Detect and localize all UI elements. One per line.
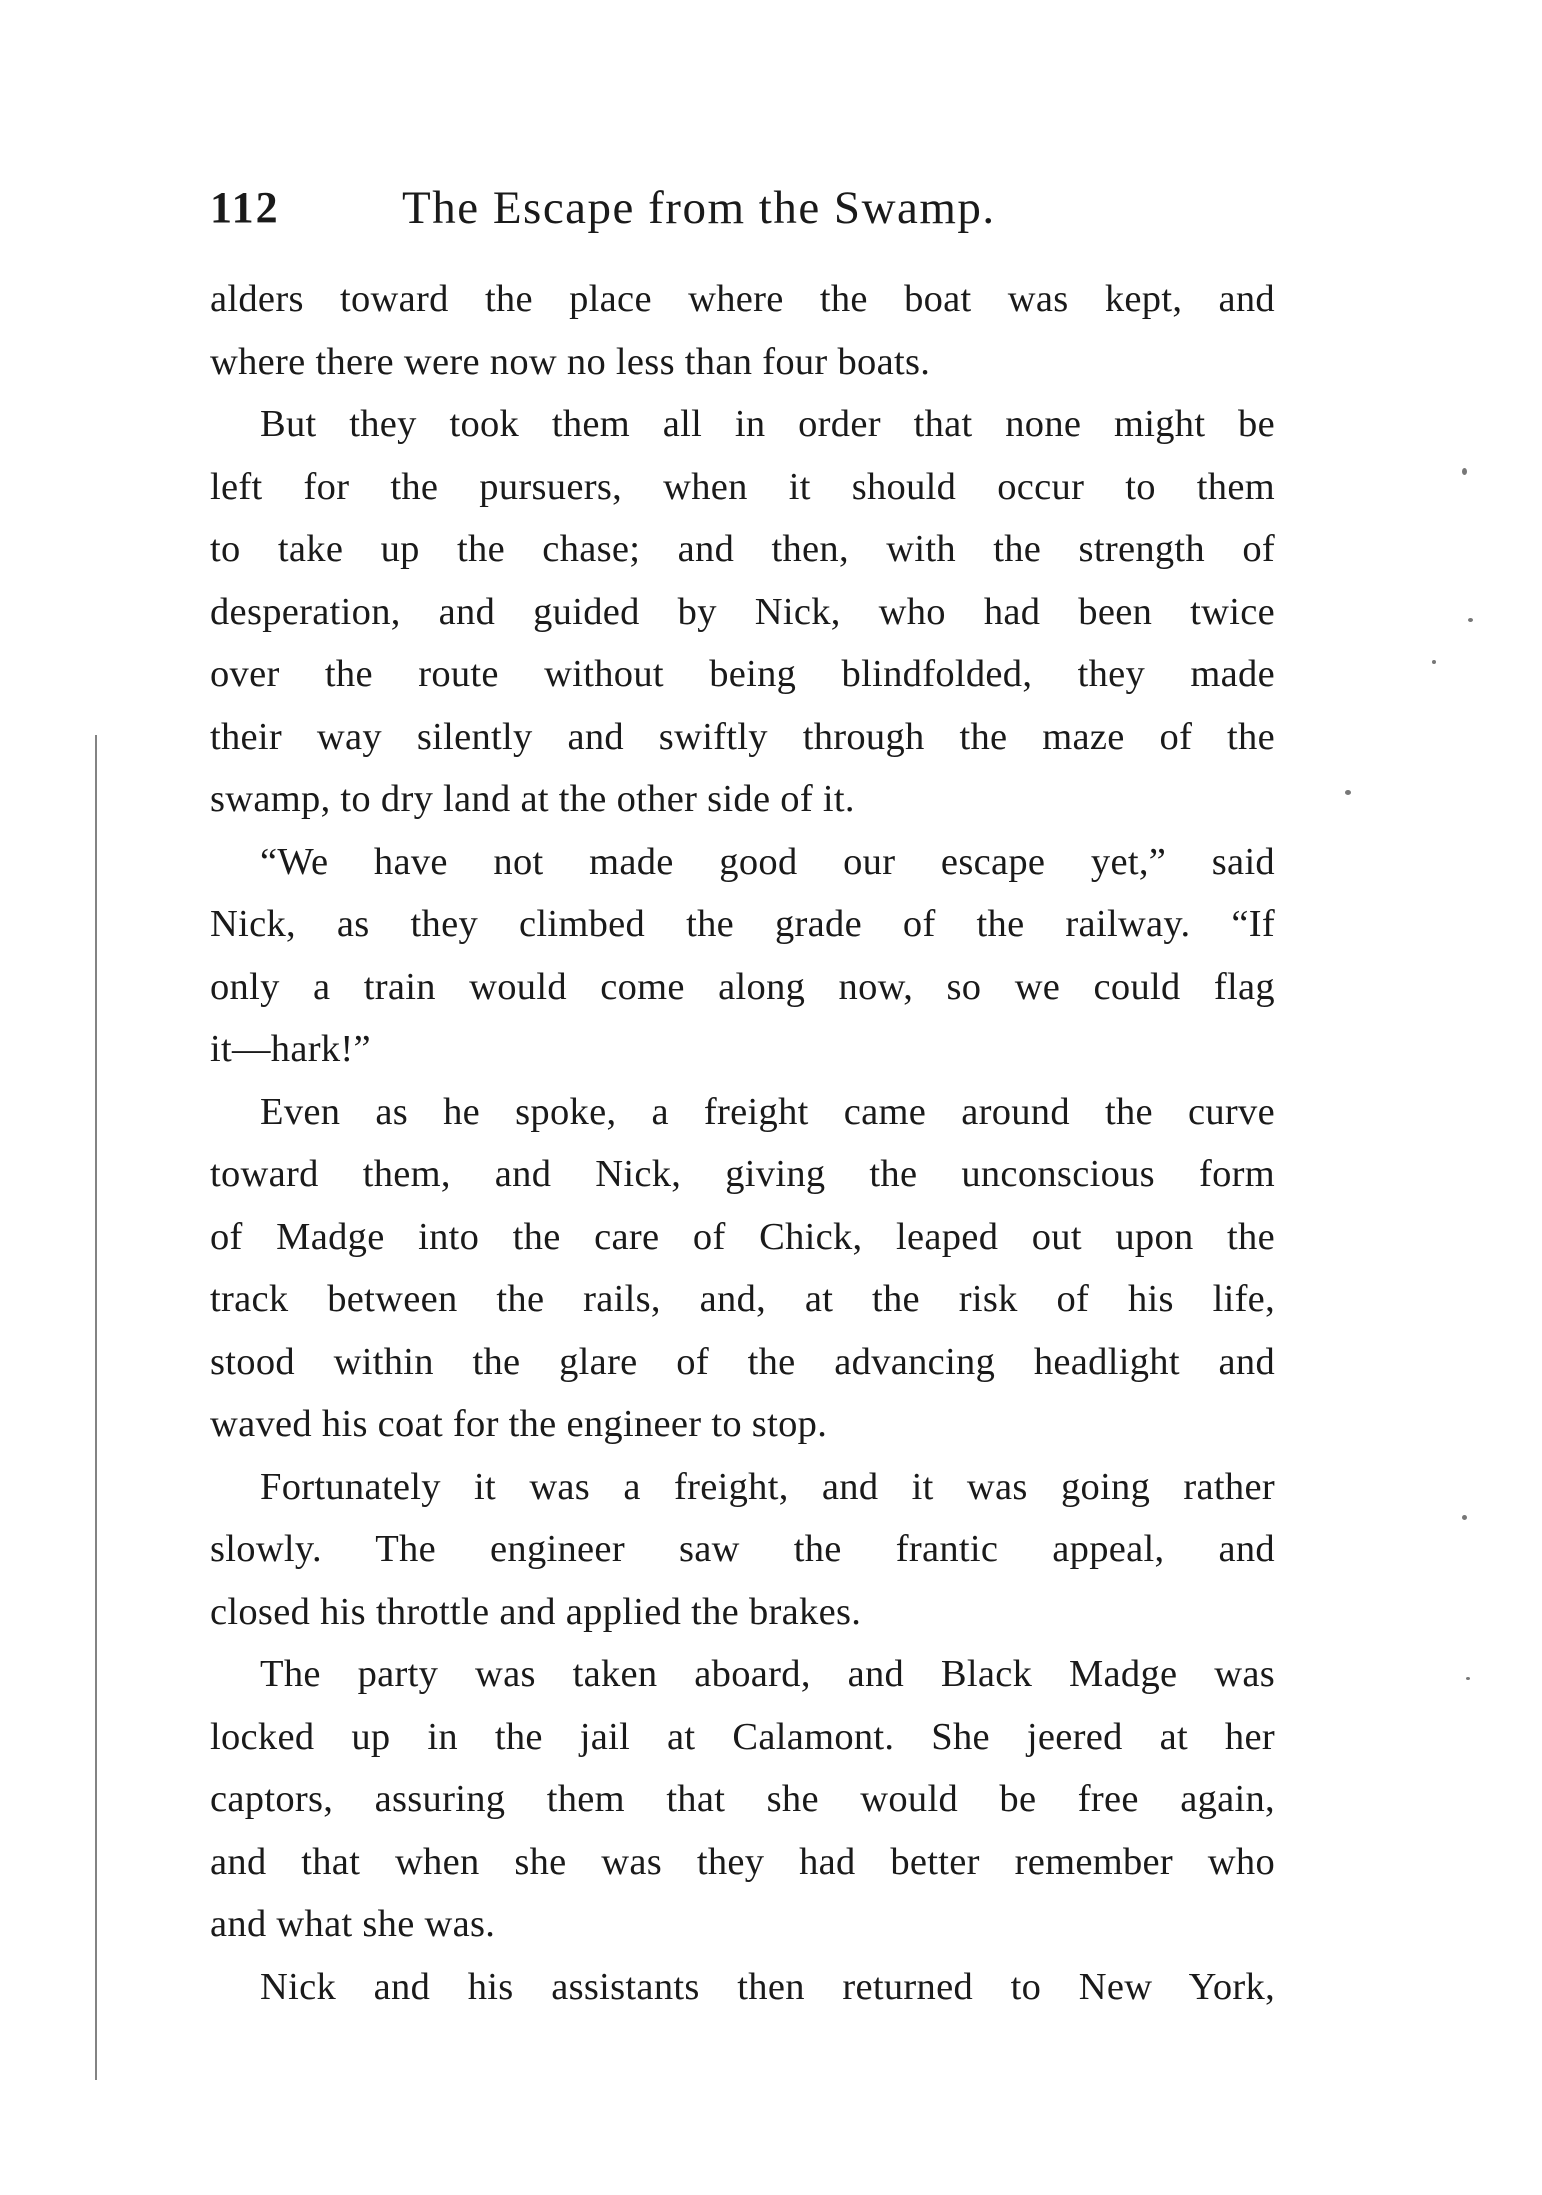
text-line: desperation, and guided by Nick, who had been twice [210, 590, 1275, 633]
body-text [210, 268, 1275, 2018]
text-line: waved his coat for the engineer to stop. [210, 1403, 828, 1445]
margin-speck [1468, 618, 1473, 622]
text-line: Fortunately it was a freight, and it was going rather [260, 1465, 1275, 1508]
page-number: 112 [210, 183, 280, 232]
text-line: and that when she was they had better remember who [210, 1840, 1275, 1883]
text-line: alders toward the place where the boat was kept, and [210, 278, 1275, 320]
text-line: stood within the glare of the advancing headlight and [210, 1340, 1275, 1383]
running-title: The Escape from the Swamp. [402, 182, 996, 234]
text-line: Nick, as they climbed the grade of the railway. “If [210, 903, 1275, 945]
margin-speck [1466, 1677, 1470, 1680]
text-line: of Madge into the care of Chick, leaped out upon the [210, 1215, 1275, 1258]
text-line: over the route without being blindfolded, they made [210, 653, 1275, 695]
text-line: and what she was. [210, 1903, 496, 1945]
margin-speck [1432, 660, 1436, 664]
text-line: locked up in the jail at Calamont. She jeered at her [210, 1715, 1275, 1758]
text-line: their way silently and swiftly through the maze of the [210, 715, 1275, 758]
text-line: track between the rails, and, at the risk of his life, [210, 1278, 1275, 1320]
text-line: The party was taken aboard, and Black Madge was [260, 1653, 1275, 1695]
text-line: swamp, to dry land at the other side of it. [210, 778, 855, 820]
gutter-edge-line [95, 735, 97, 2080]
text-line: where there were now no less than four boats. [210, 340, 931, 383]
text-line: closed his throttle and applied the brakes. [210, 1590, 862, 1633]
text-line: Even as he spoke, a freight came around the curve [260, 1090, 1275, 1133]
text-line: it—hark!” [210, 1028, 371, 1070]
page-header [210, 178, 1280, 238]
margin-speck [1345, 790, 1351, 795]
text-line: slowly. The engineer saw the frantic appeal, and [210, 1528, 1275, 1570]
text-line: captors, assuring them that she would be free again, [210, 1778, 1275, 1820]
text-line: only a train would come along now, so we could flag [210, 965, 1275, 1008]
text-line: to take up the chase; and then, with the strength of [210, 528, 1275, 570]
text-line: toward them, and Nick, giving the unconscious form [210, 1153, 1275, 1195]
text-line: left for the pursuers, when it should occur to them [210, 465, 1275, 508]
margin-speck [1462, 468, 1467, 475]
margin-speck [1462, 1515, 1467, 1520]
text-line: Nick and his assistants then returned to New York, [260, 1965, 1275, 2008]
text-line: “We have not made good our escape yet,” said [260, 840, 1275, 883]
text-line: But they took them all in order that none might be [260, 403, 1275, 445]
